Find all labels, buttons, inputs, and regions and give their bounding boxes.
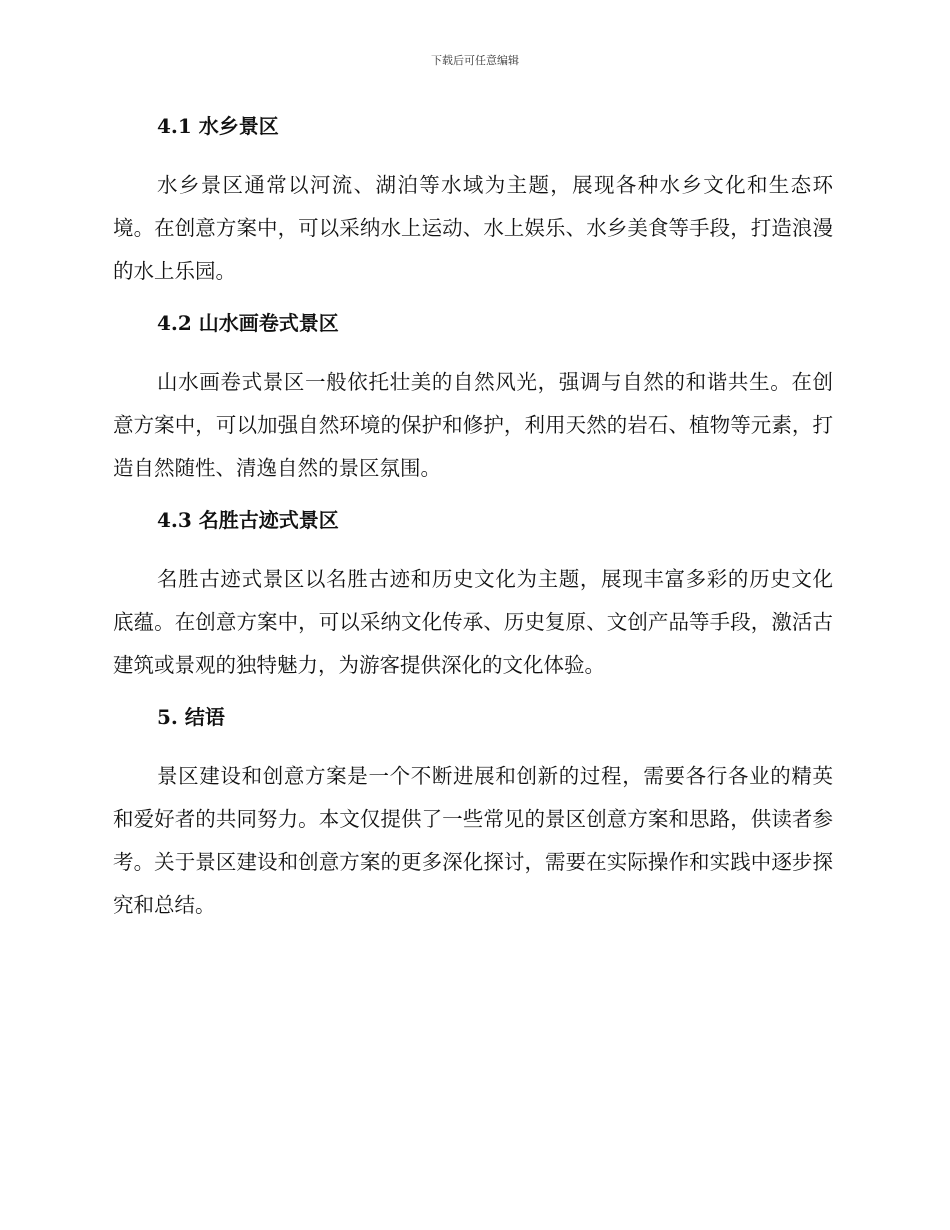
section-heading: 4.3 名胜古迹式景区 [157, 508, 339, 532]
section-4-1 [113, 110, 833, 293]
section-paragraph: 名胜古迹式景区以名胜古迹和历史文化为主题，展现丰富多彩的历史文化底蕴。在创意方案中，可以采纳文化传承、历史复原、文创产品等手段，激活古建筑或景观的独特魅力，为游客提供深化的文化体验。 [113, 567, 833, 677]
section-heading: 5. 结语 [157, 705, 225, 729]
section-paragraph: 山水画卷式景区一般依托壮美的自然风光，强调与自然的和谐共生。在创意方案中，可以加强自然环境的保护和修护，利用天然的岩石、植物等元素，打造自然随性、清逸自然的景区氛围。 [113, 370, 833, 480]
section-paragraph: 水乡景区通常以河流、湖泊等水域为主题，展现各种水乡文化和生态环境。在创意方案中，可以采纳水上运动、水上娱乐、水乡美食等手段，打造浪漫的水上乐园。 [113, 173, 833, 283]
document-body [113, 110, 833, 941]
section-4-2 [113, 307, 833, 490]
section-heading: 4.2 山水画卷式景区 [157, 311, 339, 335]
section-5-conclusion [113, 701, 833, 927]
page-header: 下载后可任意编辑 [431, 54, 519, 67]
section-heading: 4.1 水乡景区 [157, 114, 279, 138]
section-4-3 [113, 504, 833, 687]
section-paragraph: 景区建设和创意方案是一个不断进展和创新的过程，需要各行各业的精英和爱好者的共同努力。本文仅提供了一些常见的景区创意方案和思路，供读者参考。关于景区建设和创意方案的更多深化探讨，需要在实际操作和实践中逐步探究和总结。 [113, 764, 833, 917]
